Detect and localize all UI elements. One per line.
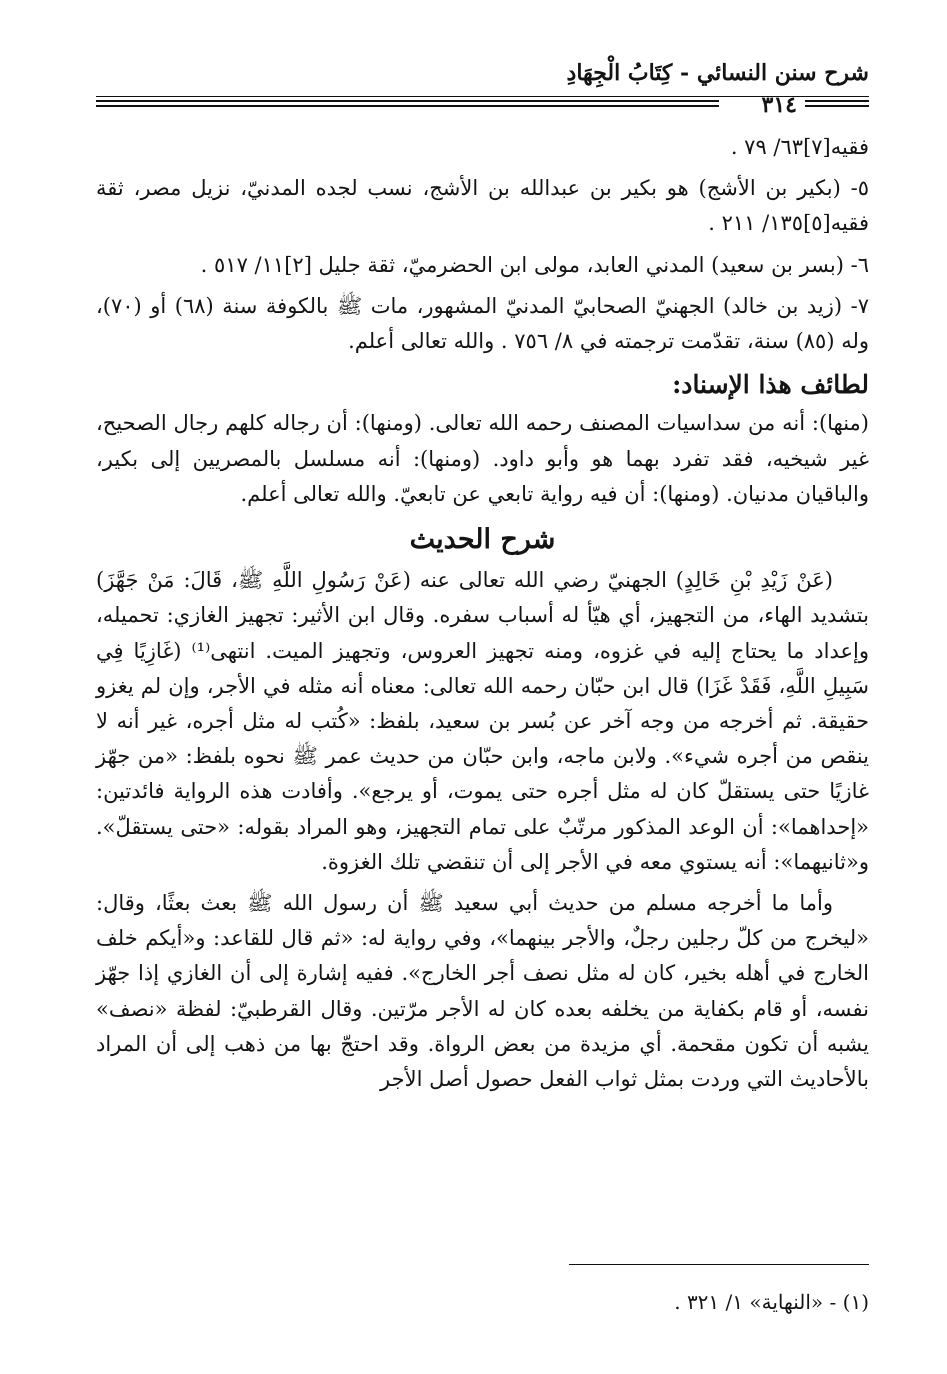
body-text	[96, 130, 869, 1097]
narrator-continuation: فقيه[٧]٦٣/ ٧٩ .	[730, 135, 869, 159]
footnote: (١) - «النهاية» ١/ ٣٢١ .	[674, 1290, 869, 1314]
section-heading-lataif: لطائف هذا الإسناد:	[672, 370, 869, 400]
page-number-row	[96, 92, 869, 118]
double-rule-left	[96, 100, 719, 107]
narrator-5: ٥- (بكير بن الأشج) هو بكير بن عبدالله بن الأشج، نسب لجده المدنيّ، نزيل مصر، ثقة فقيه[٥]١٣٥/ ٢١١ .	[96, 176, 869, 236]
page-number: ٣١٤	[761, 92, 797, 118]
narrator-7: ٧- (زيد بن خالد) الجهنيّ الصحابيّ المدنيّ المشهور، مات ﷺ بالكوفة سنة (٦٨) أو (٧٠)، وله (٨٥) سنة، تقدّمت ترجمته في ٨/ ٧٥٦ . والله تعالى أعلم.	[96, 293, 869, 354]
narrator-6: ٦- (بسر بن سعيد) المدني العابد، مولى ابن الحضرميّ، ثقة جليل [٢]١١/ ٥١٧ .	[200, 252, 869, 277]
section-heading-sharh: شرح الحديث	[409, 524, 556, 556]
double-rule-right	[805, 100, 869, 107]
lataif-paragraph: (منها): أنه من سداسيات المصنف رحمه الله تعالى. (ومنها): أن رجاله كلهم رجال الصحيح، غير شيخيه، فقد تفرد بهما هو وأبو داود. (ومنها): أنه مسلسل بالمصريين إلى بكير، والباقيان مدنيان. (ومنها): أن فيه رواية تابعي عن تابعيّ. والله تعالى أعلم.	[96, 411, 869, 506]
page-header	[96, 60, 869, 100]
sharh-paragraph-1: (عَنْ زَيْدِ بْنِ خَالِدٍ) الجهنيّ رضي الله تعالى عنه (عَنْ رَسُولِ اللَّهِ ﷺ، قَالَ: مَنْ جَهَّزَ) بتشديد الهاء، من التجهيز، أي هيّأ له أسباب سفره. وقال ابن الأثير: تجهيز الغازي: تحميله، وإعداد ما يحتاج إليه في غزوه، ومنه تجهيز العروس، وتجهيز الميت. انتهى⁽¹⁾ (غَازِيًا فِي سَبِيلِ اللَّهِ، فَقَدْ غَزَا) قال ابن حبّان رحمه الله تعالى: معناه أنه مثله في الأجر، وإن لم يغزو حقيقة. ثم أخرجه من وجه آخر عن بُسر بن سعيد، بلفظ: «كُتب له مثل أجره، غير أنه لا ينقص من أجره شيء». ولابن ماجه، وابن حبّان من حديث عمر ﷺ نحوه بلفظ: «من جهّز غازيًا حتى يستقلّ كان له مثل أجره حتى يموت، أو يرجع». وأفادت هذه الرواية فائدتين: «إحداهما»: أن الوعد المذكور مرتّبٌ على تمام التجهيز، وهو المراد بقوله: «حتى يستقلّ». و«ثانيهما»: أنه يستوي معه في الأجر إلى أن تنقضي تلك الغزوة.	[96, 568, 869, 874]
sharh-paragraph-2: وأما ما أخرجه مسلم من حديث أبي سعيد ﷺ أن رسول الله ﷺ بعث بعثًا، وقال: «ليخرج من كلّ رجلين رجلٌ، والأجر بينهما»، وفي رواية له: «ثم قال للقاعد: و«أيكم خلف الخارج في أهله بخير، كان له مثل نصف أجر الخارج». ففيه إشارة إلى أن الغازي إذا جهّز نفسه، أو قام بكفاية من يخلفه بعده كان له الأجر مرّتين. وقال القرطبيّ: لفظة «نصف» يشبه أن تكون مقحمة. أي مزيدة من بعض الرواة. وقد احتجّ بها من ذهب إلى أن المراد بالأحاديث التي وردت بمثل ثواب الفعل حصول أصل الأجر	[96, 891, 869, 1092]
footnote-rule	[569, 1264, 869, 1265]
running-title: شرح سنن النسائي - كِتَابُ الْجِهَادِ	[566, 60, 869, 86]
